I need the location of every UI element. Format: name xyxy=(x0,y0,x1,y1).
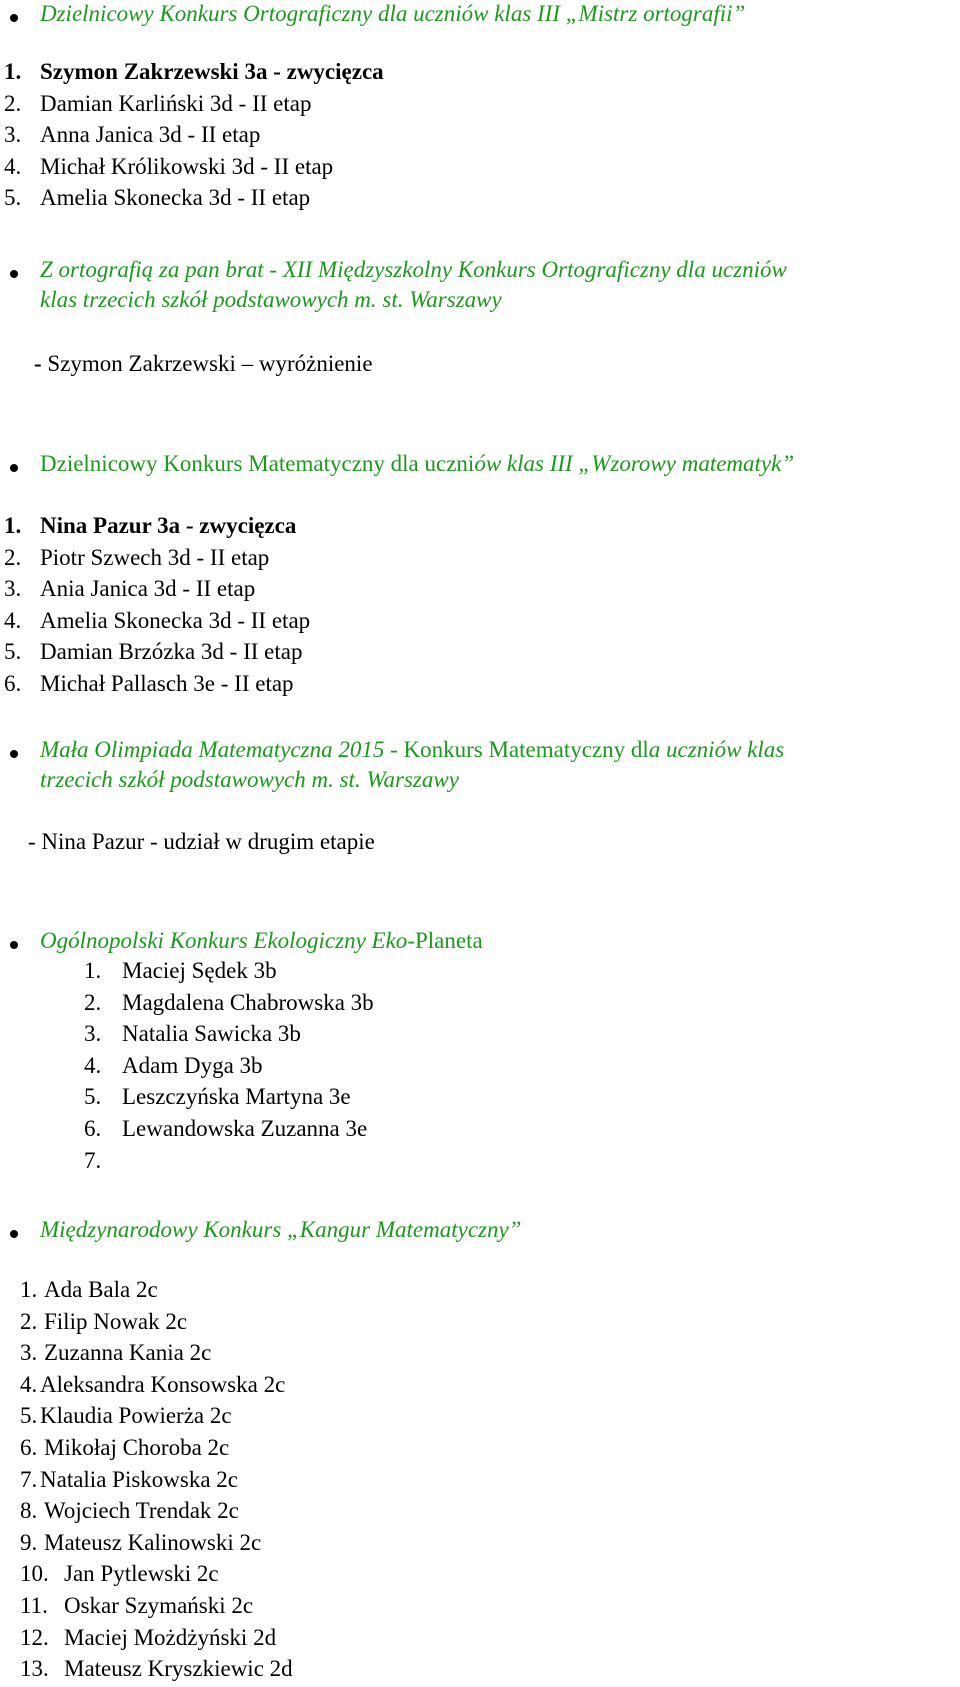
list-item-number: 4. xyxy=(84,1052,102,1078)
list-item-number: 3. xyxy=(4,122,22,148)
heading-mistrz-ortografii: Dzielnicowy Konkurs Ortograficzny dla uczniów klas III „Mistrz ortografii” xyxy=(40,1,746,26)
heading-mala-olimpiada-l2: trzecich szkół podstawowych m. st. Warszawy xyxy=(40,767,459,792)
bullet-icon xyxy=(10,750,18,758)
list-item-number: 6. xyxy=(4,670,22,696)
list-item-number: 2. xyxy=(84,989,102,1015)
heading-part-regular: -Planeta xyxy=(407,928,483,953)
list-item-number: 5. xyxy=(20,1403,38,1429)
list-item-text: Nina Pazur 3a - zwycięzca xyxy=(40,513,297,538)
list-item-text: Filip Nowak 2c xyxy=(44,1308,188,1334)
list-item-number: 5. xyxy=(4,639,22,665)
list-item-number: 3. xyxy=(84,1021,102,1047)
list-item-text: Mikołaj Choroba 2c xyxy=(44,1434,230,1460)
list-item-text: Adam Dyga 3b xyxy=(122,1052,263,1078)
heading-part-regular: - Konkurs Matematyczny dl xyxy=(384,737,649,762)
list-item-text: Zuzanna Kania 2c xyxy=(44,1340,212,1366)
list-item-text: Amelia Skonecka 3d - II etap xyxy=(40,607,311,633)
list-item-text: Ada Bala 2c xyxy=(44,1277,158,1302)
list-item-text: Michał Pallasch 3e - II etap xyxy=(40,670,294,696)
list-item-number: 2. xyxy=(4,90,22,116)
list-item-text: Mateusz Kalinowski 2c xyxy=(44,1529,262,1555)
list-item-text: Maciej Sędek 3b xyxy=(122,958,277,983)
list-item-text: Oskar Szymański 2c xyxy=(64,1592,254,1618)
list-item-text: Anna Janica 3d - II etap xyxy=(40,122,261,148)
list-item-number: 7. xyxy=(84,1147,102,1173)
dash: - xyxy=(34,351,42,376)
list-item-text: Natalia Piskowska 2c xyxy=(40,1466,239,1492)
list-item-text: Leszczyńska Martyna 3e xyxy=(122,1084,351,1110)
bullet-icon xyxy=(10,270,18,278)
heading-eko-planeta xyxy=(40,927,483,955)
award-note-zakrzewski xyxy=(34,350,373,378)
list-item-number: 1. xyxy=(84,958,102,983)
list-item-text: Piotr Szwech 3d - II etap xyxy=(40,544,270,570)
bullet-icon xyxy=(10,464,18,472)
heading-z-ortografia-l2: klas trzecich szkół podstawowych m. st. Warszawy xyxy=(40,287,502,312)
heading-kangur-matematyczny: Międzynarodowy Konkurs „Kangur Matematyczny” xyxy=(40,1217,522,1242)
award-text: Szymon Zakrzewski – wyróżnienie xyxy=(47,351,373,376)
list-item-number: 6. xyxy=(20,1434,38,1460)
list-item-text: Klaudia Powierża 2c xyxy=(40,1403,232,1429)
list-item-text: Damian Karliński 3d - II etap xyxy=(40,90,312,116)
list-item-number: 5. xyxy=(84,1084,102,1110)
list-item-text: Jan Pytlewski 2c xyxy=(64,1561,219,1587)
list-item-number: 11. xyxy=(20,1592,48,1618)
list-item-text: Wojciech Trendak 2c xyxy=(44,1498,239,1524)
heading-part-italic: Mała Olimpiada Matematyczna 2015 xyxy=(40,737,385,762)
list-item-number: 12. xyxy=(20,1624,49,1650)
list-item-text: Amelia Skonecka 3d - II etap xyxy=(40,185,311,211)
list-item-number: 8. xyxy=(20,1498,38,1524)
list-item-text: Natalia Sawicka 3b xyxy=(122,1021,301,1047)
heading-part-regular: Dzielnicowy Konkurs Matematyczny dla uczni xyxy=(40,451,475,476)
list-item-text: Szymon Zakrzewski 3a - zwycięzca xyxy=(40,59,384,84)
heading-part-italic: a uczniów klas xyxy=(648,737,785,762)
list-item-number: 13. xyxy=(20,1656,49,1682)
bullet-icon xyxy=(10,14,18,22)
heading-part-italic: Ogólnopolski Konkurs Ekologiczny Eko xyxy=(40,928,408,953)
list-item-number: 6. xyxy=(84,1115,102,1141)
list-item-text: Mateusz Kryszkiewic 2d xyxy=(64,1656,293,1682)
list-item-number: 2. xyxy=(4,544,22,570)
participation-note-pazur: - Nina Pazur - udział w drugim etapie xyxy=(28,829,375,854)
bullet-icon xyxy=(10,1230,18,1238)
list-item-number: 4. xyxy=(20,1371,38,1397)
list-item-text: Lewandowska Zuzanna 3e xyxy=(122,1115,368,1141)
list-item-number: 7. xyxy=(20,1466,38,1492)
heading-z-ortografia-l1: Z ortografią za pan brat - XII Międzyszkolny Konkurs Ortograficzny dla uczniów xyxy=(40,257,787,282)
list-item-number: 10. xyxy=(20,1561,49,1587)
list-item-number: 3. xyxy=(4,576,22,602)
list-item-number: 5. xyxy=(4,185,22,211)
list-item-number: 4. xyxy=(4,153,22,179)
list-item-number: 1. xyxy=(4,513,22,538)
list-item-text: Damian Brzózka 3d - II etap xyxy=(40,639,303,665)
heading-mala-olimpiada-l1 xyxy=(40,736,784,764)
list-item-text: Maciej Możdżyński 2d xyxy=(64,1624,277,1650)
list-item-text: Michał Królikowski 3d - II etap xyxy=(40,153,334,179)
list-item-number: 1. xyxy=(4,59,22,84)
list-item-number: 2. xyxy=(20,1308,38,1334)
list-item-number: 3. xyxy=(20,1340,38,1366)
list-item-text: Ania Janica 3d - II etap xyxy=(40,576,256,602)
heading-part-italic: ów klas III „Wzorowy matematyk” xyxy=(474,451,795,476)
heading-wzorowy-matematyk xyxy=(40,450,794,478)
list-item-number: 1. xyxy=(20,1277,38,1302)
list-item-text: Aleksandra Konsowska 2c xyxy=(40,1371,286,1397)
list-item-text: Magdalena Chabrowska 3b xyxy=(122,989,374,1015)
bullet-icon xyxy=(10,941,18,949)
list-item-number: 9. xyxy=(20,1529,38,1555)
list-item-number: 4. xyxy=(4,607,22,633)
